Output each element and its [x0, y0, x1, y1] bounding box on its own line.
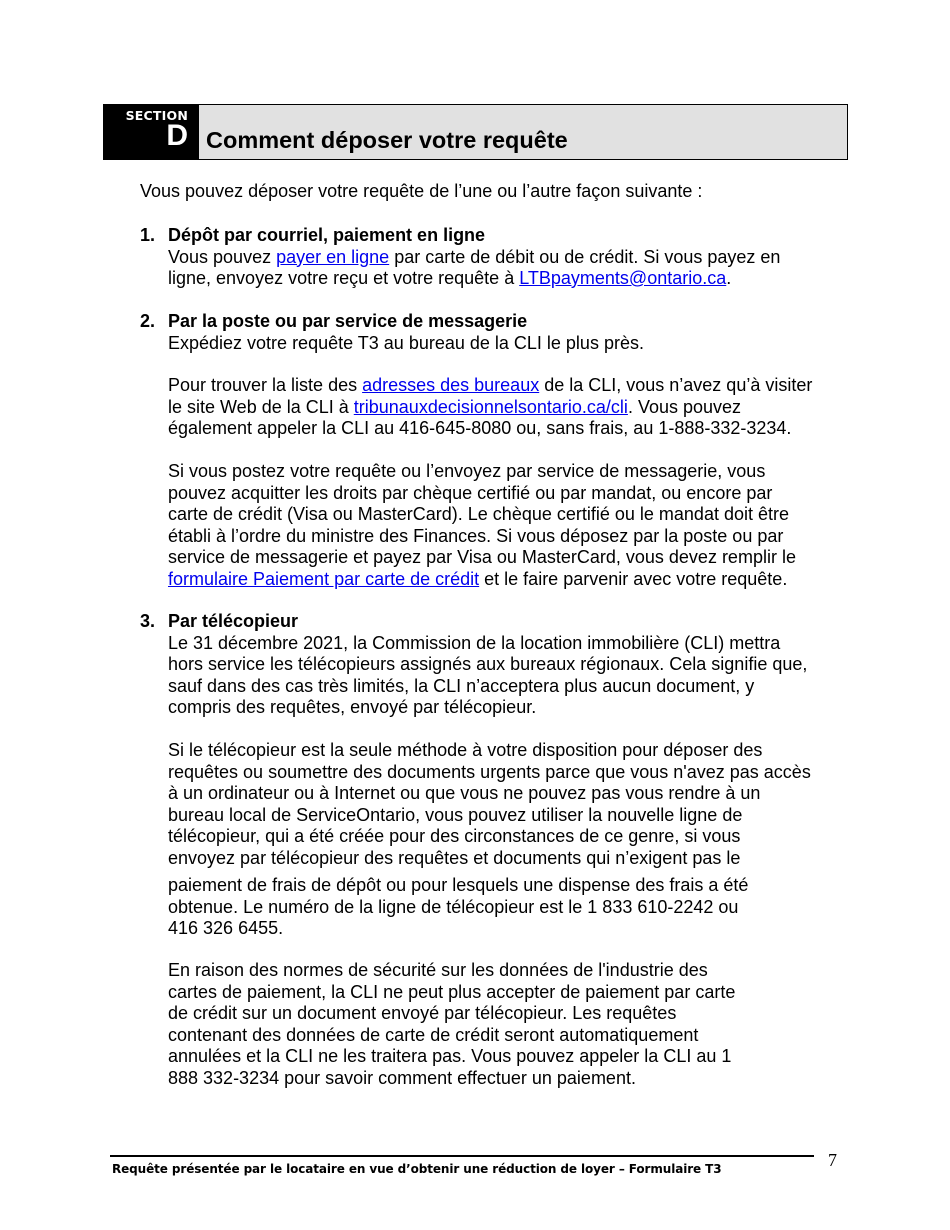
item-2 [168, 311, 644, 354]
text-span: Vous pouvez [168, 246, 277, 267]
section-badge [104, 105, 199, 159]
item-3-paragraph-2 [168, 740, 811, 869]
text-line: obtenue. Le numéro de la ligne de télécopieur est le 1 833 610-2242 ou [168, 896, 739, 917]
text-line: établi à l’ordre du ministre des Finances. Si vous déposez par la poste ou par [168, 525, 784, 546]
item-3-paragraph-2-continued [168, 875, 748, 940]
text-span: . Vous pouvez [627, 396, 742, 417]
text-span: par carte de débit ou de crédit. Si vous payez en [389, 246, 781, 267]
item-1 [168, 225, 780, 290]
text-line: paiement de frais de dépôt ou pour lesquels une dispense des frais a été [168, 875, 749, 895]
item-number-3: 3. [140, 611, 156, 631]
text-line: hors service les télécopieurs assignés aux bureaux régionaux. Cela signifie que, [168, 654, 808, 674]
section-header [103, 104, 848, 160]
credit-card-form-link[interactable]: formulaire Paiement par carte de crédit [168, 568, 480, 589]
item-2-paragraph-2 [168, 375, 812, 440]
text-line: pouvez acquitter les droits par chèque certifié ou par mandat, ou encore par [168, 482, 773, 503]
item-3-heading: Par télécopieur [168, 611, 299, 631]
text-span: de la CLI, vous n’avez qu’à visiter [539, 375, 813, 395]
text-line: envoyez par télécopieur des requêtes et documents qui n’exigent pas le [168, 847, 741, 868]
text-span: ligne, envoyez votre reçu et votre requête à [168, 268, 520, 288]
section-title: Comment déposer votre requête [206, 127, 568, 153]
item-1-line-1 [168, 247, 780, 269]
text-line: 888 332-3234 pour savoir comment effectuer un paiement. [168, 1067, 636, 1088]
text-span: et le faire parvenir avec votre requête. [479, 568, 788, 589]
footer-divider [110, 1155, 814, 1157]
text-line: service de messagerie et payez par Visa ou MasterCard, vous devez remplir le [168, 547, 796, 567]
text-line: Le 31 décembre 2021, la Commission de la location immobilière (CLI) mettra [168, 632, 781, 653]
item-number-2: 2. [140, 311, 156, 331]
item-2-heading: Par la poste ou par service de messagerie [168, 311, 528, 331]
text-line: également appeler la CLI au 416-645-8080 ou, sans frais, au 1-888-332-3234. [168, 418, 792, 438]
text-span: . [726, 268, 732, 288]
text-line: requêtes ou soumettre des documents urgents parce que vous n'avez pas accès [168, 761, 811, 782]
text-line: à un ordinateur ou à Internet ou que vous ne pouvez pas vous rendre à un [168, 783, 761, 803]
item-2-paragraph-3 [168, 461, 796, 590]
text-line: En raison des normes de sécurité sur les données de l'industrie des [168, 960, 708, 980]
text-line: de crédit sur un document envoyé par télécopieur. Les requêtes [168, 1003, 677, 1023]
item-3 [168, 611, 807, 719]
text-line: télécopieur, qui a été créée pour des circonstances de ce genre, si vous [168, 826, 741, 846]
text-line: compris des requêtes, envoyé par télécopieur. [168, 697, 537, 717]
item-1-line-2 [168, 268, 780, 290]
text-line: Si vous postez votre requête ou l’envoyez par service de messagerie, vous [168, 461, 766, 481]
intro-text: Vous pouvez déposer votre requête de l’une ou l’autre façon suivante : [140, 181, 703, 201]
page-number: 7 [828, 1150, 837, 1170]
text-line: cartes de paiement, la CLI ne peut plus accepter de paiement par carte [168, 981, 736, 1002]
text-span: Pour trouver la liste des [168, 375, 363, 395]
text-line: 416 326 6455. [168, 918, 284, 938]
pay-online-link[interactable]: payer en ligne [276, 246, 390, 267]
item-number-1: 1. [140, 225, 156, 245]
office-addresses-link[interactable]: adresses des bureaux [362, 375, 540, 395]
item-3-paragraph-3 [168, 960, 735, 1089]
ltb-website-link[interactable]: tribunauxdecisionnelsontario.ca/cli [353, 396, 628, 417]
item-2-paragraph-1: Expédiez votre requête T3 au bureau de la CLI le plus près. [168, 332, 644, 353]
text-line: contenant des données de carte de crédit seront automatiquement [168, 1024, 699, 1045]
text-line: bureau local de ServiceOntario, vous pouvez utiliser la nouvelle ligne de [168, 804, 743, 825]
text-line: carte de crédit (Visa ou MasterCard). Le chèque certifié ou le mandat doit être [168, 504, 789, 524]
text-line: sauf dans des cas très limités, la CLI n’acceptera plus aucun document, y [168, 675, 755, 696]
text-line: annulées et la CLI ne les traitera pas. Vous pouvez appeler la CLI au 1 [168, 1046, 732, 1066]
item-1-heading: Dépôt par courriel, paiement en ligne [168, 225, 486, 245]
ltb-email-link[interactable]: LTBpayments@ontario.ca [519, 268, 727, 288]
section-label: SECTION [125, 108, 188, 123]
footer-title: Requête présentée par le locataire en vue d’obtenir une réduction de loyer – Formulaire T3 [112, 1162, 722, 1176]
section-letter: D [166, 119, 188, 152]
text-line: Si le télécopieur est la seule méthode à votre disposition pour déposer des [168, 740, 763, 760]
text-span: le site Web de la CLI à [168, 396, 354, 417]
